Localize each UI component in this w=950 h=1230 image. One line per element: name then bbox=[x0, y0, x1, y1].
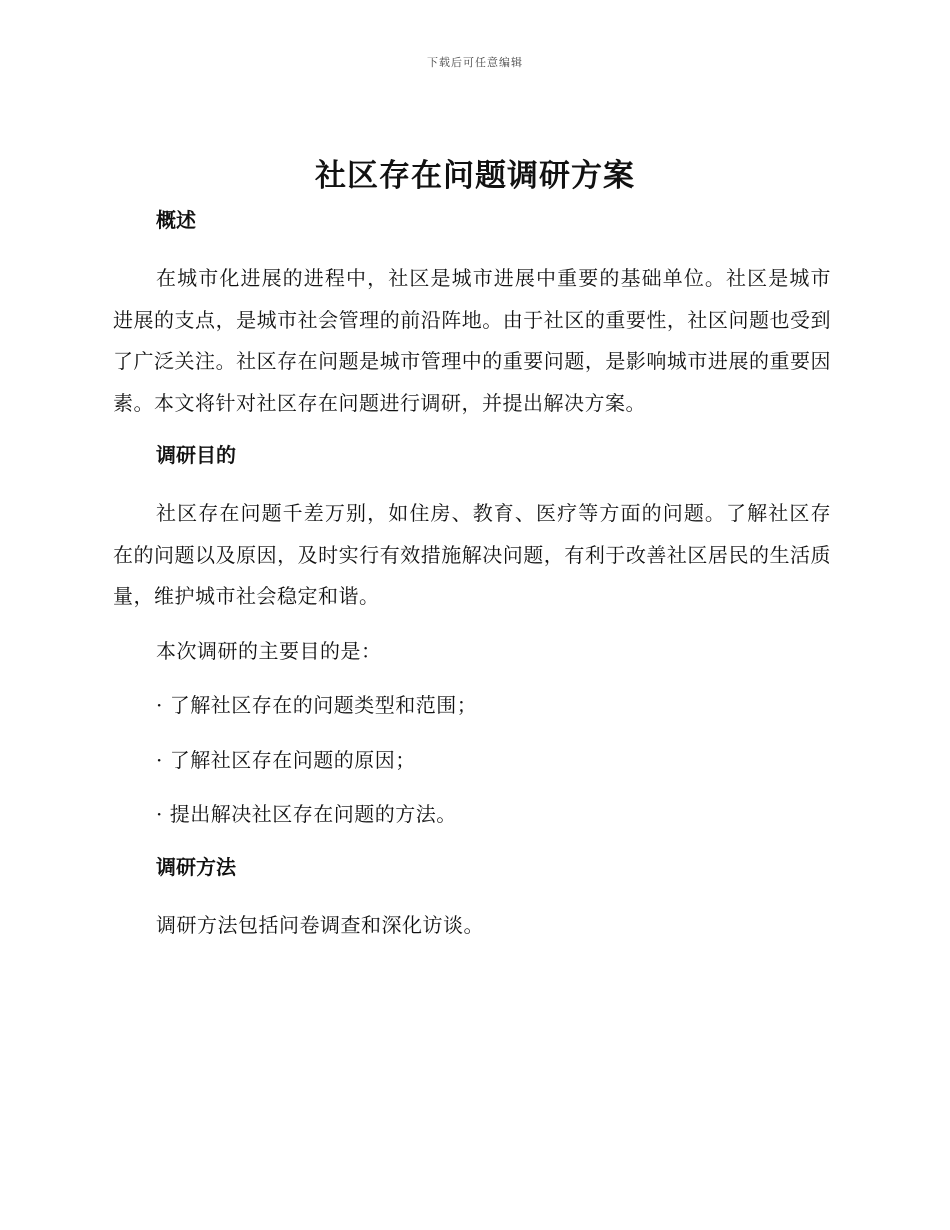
document-body bbox=[113, 204, 831, 946]
purpose-list-item: · 提出解决社区存在问题的方法。 bbox=[156, 802, 457, 826]
overview-paragraph: 在城市化进展的进程中，社区是城市进展中重要的基础单位。社区是城市进展的支点，是城市社会管理的前沿阵地。由于社区的重要性，社区问题也受到了广泛关注。社区存在问题是城市管理中的重要问题，是影响城市进展的重要因素。本文将针对社区存在问题进行调研，并提出解决方案。 bbox=[113, 266, 831, 415]
section-heading-method: 调研方法 bbox=[156, 854, 236, 879]
purpose-intro: 本次调研的主要目的是： bbox=[156, 638, 382, 663]
section-heading-overview: 概述 bbox=[156, 208, 196, 232]
method-paragraph: 调研方法包括问卷调查和深化访谈。 bbox=[156, 912, 484, 937]
document-title: 社区存在问题调研方案 bbox=[315, 158, 635, 194]
purpose-paragraph: 社区存在问题千差万别，如住房、教育、医疗等方面的问题。了解社区存在的问题以及原因，及时实行有效措施解决问题，有利于改善社区居民的生活质量，维护城市社会稳定和谐。 bbox=[113, 501, 831, 608]
purpose-list-item: · 了解社区存在的问题类型和范围； bbox=[156, 693, 478, 717]
section-heading-purpose: 调研目的 bbox=[156, 443, 236, 467]
purpose-list-item: · 了解社区存在问题的原因； bbox=[156, 747, 416, 772]
header-note: 下载后可任意编辑 bbox=[427, 56, 523, 69]
